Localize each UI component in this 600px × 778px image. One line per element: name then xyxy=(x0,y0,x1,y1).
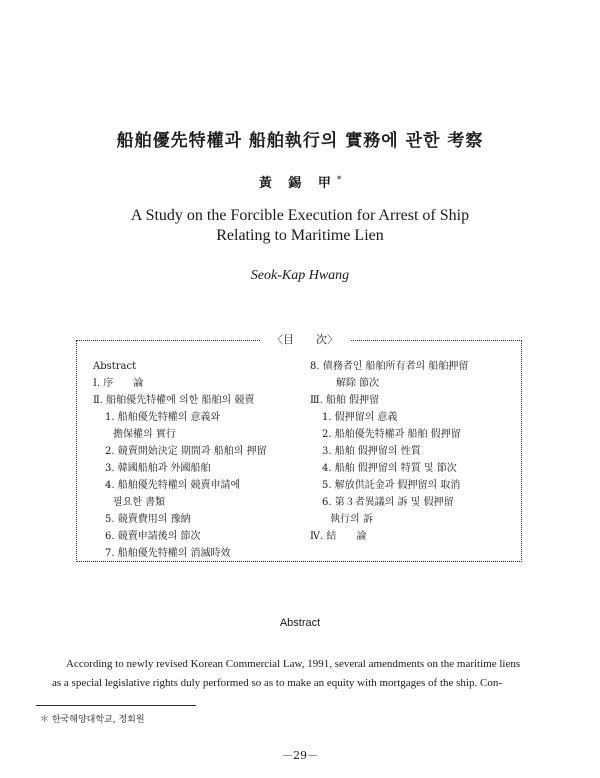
toc-item: 執行의 訴 xyxy=(330,514,373,525)
toc-item: 3. 韓國船舶과 外國船舶 xyxy=(105,463,211,474)
toc-item: 8. 債務者인 船舶所有者의 船舶押留 xyxy=(310,361,469,372)
abstract-text-line: According to newly revised Korean Commercial Law, 1991, several amendments on the maritime liens xyxy=(66,658,521,670)
toc-item: 필요한 書類 xyxy=(113,497,166,508)
toc-item: 1. 船舶優先特權의 意義와 xyxy=(105,412,221,423)
toc-item: 擔保權의 實行 xyxy=(113,429,176,440)
paper-title-english-line2: Relating to Maritime Lien xyxy=(216,227,384,244)
toc-item: 6. 第３者異議의 訴 및 假押留 xyxy=(322,497,454,508)
author-footnote-mark: * xyxy=(336,173,342,184)
toc-item: 5. 解放供託金과 假押留의 取消 xyxy=(322,480,461,491)
author-korean-name: 黃 錫 甲 xyxy=(258,176,337,191)
toc-item: 5. 競賣費用의 豫納 xyxy=(105,514,191,525)
toc-item: 4. 船舶優先特權의 競賣申請에 xyxy=(105,480,241,491)
toc-item: 6. 競賣申請後의 節次 xyxy=(105,531,201,542)
page-number: －29－ xyxy=(282,749,318,762)
author-korean xyxy=(0,172,600,191)
toc-item: 解除 節次 xyxy=(336,378,380,389)
abstract-heading: Abstract xyxy=(279,617,321,629)
toc-item: Ⅰ. 序 論 xyxy=(93,378,144,389)
toc-item: Ⅲ. 船舶 假押留 xyxy=(310,395,380,406)
toc-item: 4. 船舶 假押留의 特質 및 節次 xyxy=(322,463,457,474)
toc-left-column xyxy=(93,358,267,562)
toc-item: Ⅳ. 結 論 xyxy=(310,531,367,542)
toc-item: 1. 假押留의 意義 xyxy=(322,412,398,423)
author-affiliation-footnote: ＊ 한국해양대학교, 정회원 xyxy=(40,715,145,725)
paper-title-english-line1: A Study on the Forcible Execution for Arrest of Ship xyxy=(130,207,470,224)
footnote-divider xyxy=(36,705,196,706)
toc-item: Ⅱ. 船舶優先特權에 의한 船舶의 競賣 xyxy=(93,395,255,406)
author-english: Seok-Kap Hwang xyxy=(250,268,350,283)
toc-heading: 〈目 次〉 xyxy=(260,331,350,347)
toc-item: 3. 船舶 假押留의 性質 xyxy=(322,446,421,457)
toc-right-column xyxy=(310,358,468,545)
toc-item: 7. 船舶優先特權의 消滅時效 xyxy=(105,548,231,559)
toc-item: 2. 競賣開始決定 期間과 船舶의 押留 xyxy=(105,446,267,457)
abstract-text-line: as a special legislative rights duly performed so as to make an equity with mortgages of the ship. Con- xyxy=(52,677,502,689)
toc-item: Abstract xyxy=(93,361,137,372)
paper-title-korean: 船舶優先特權과 船舶執行의 實務에 관한 考察 xyxy=(116,131,484,151)
toc-item: 2. 船舶優先特權과 船舶 假押留 xyxy=(322,429,461,440)
